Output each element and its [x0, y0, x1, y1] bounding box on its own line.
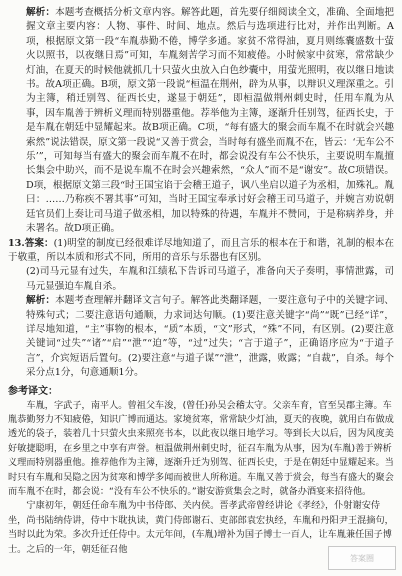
analysis-text: 本题考查概括分析文章内容。解答此题，首先要仔细阅读全文，准确、全面地把握文章主要内容：人物、事件、时间、地点。然后与选项进行比对，并作出判断。A项，根据原文第一段“车胤恭勤不倦，博学多通。家贫不常得油，夏月则练囊盛数十萤火以照书，以夜继日焉”可知，车胤刻苦学习而不知疲倦。小时候家中贫寒，常常缺少灯油，在夏天的时候他就抓几十只萤火虫放入白色纱囊中，用萤光照明，夜以继日地读书。故A项正确。B项，原文第一段说“桓温在荆州，辟为从事，以辩识义理深重之。引为主簿，稍迁别驾、征西长史，遂显于朝廷”，即桓温做荆州刺史时，任用车胤为从事，因车胤善于辨析义理而特别器重他。荐举他为主簿，逐渐升任别驾，征西长史，于是车胤在朝廷中显耀起来。故B项正确。C项，“每有盛大的聚会而车胤不在时就会兴趣索然”说法错误，原文第一段说“又善于赏会，当时每有盛坐而胤不在，皆云：‘无车公不乐’”，可知每当有盛大的聚会而车胤不在时，都会说没有车公不快乐，主要说明车胤擅长集会中助兴，而不是说车胤不在时会兴趣索然，“众人”而不是“谢安”。故C项错误。D项，根据原文第三段“时王国宝谄于会稽王道子，讽八坐启以道子为丞相，加殊礼。胤曰：……乃称疾不署其事”可知，当时王国宝奉承讨好会稽王司马道子，并婉言劝说朝廷官员们上奏让司马道子做丞相，加以特殊的待遇，车胤并不赞同，于是称病养身，并未署名。故D项正确。: [26, 7, 395, 235]
analysis-12: [8, 6, 394, 237]
translation-paragraph-1: 车胤，字武子，南平人。曾祖父车浚，(曾任)孙吴会稽太守。父亲车育，官至吴郡主簿。车胤恭勤努力不知疲倦，知识广博而通达。家境贫寒，常常缺少灯油，夏天的夜晚，就用白布做成透光的袋子，装着几十只萤火虫来照亮书本，以此夜以继日地学习。等到长大以后，因为风度美好敏捷聪明，在乡里之中享有声誉。桓温做荆州刺史时，征召车胤为从事，因为(车胤)善于辨析义理而特别器重他。推荐他作为主簿，逐渐升迁为别驾、征西长史，于是在朝廷中显耀起来。当时只有车胤和吴隐之因为贫寒和博学多闻而被世人所称道。车胤又善于赏会，每当有盛大的聚会而车胤不在时，都会说：“没有车公不快乐的。”谢安游赏集会之时，就备办酒宴来招待他。: [8, 399, 394, 497]
question-number: 13.: [8, 237, 25, 249]
translation-paragraph-2: 宁康初年，朝廷任命车胤为中书侍郎、关内侯。晋孝武帝曾经讲论《孝经》，仆射谢安侍坐，尚书陆纳侍讲，侍中卞耽执读，黄门侍郎谢石、吏部郎袁宏执经，车胤和丹阳尹王混摘句，当时以此为荣。多次升迁任侍中。太元年间，(车胤)增补为国子博士一百人，让车胤兼任国子博士。之后的一年，朝廷征召他: [8, 500, 394, 555]
translation-heading: 参考译文：: [8, 385, 58, 397]
analysis-13-text: 本题考查理解并翻译文言句子。解答此类翻译题，一要注意句子中的关键字词、特殊句式；二要注意语句通顺，力求词达句顺。(1)要注意关键字“尚”“既”已经“详”，详尽地知道，“主”事物的根本，“质”本质，“文”形式，“殊”不同，有区别。(2)要注意关键词“过失”“诸”“启”“泄”“迫”等，“过”过失；“言于道子”，正确语序应为“于道子言”，介宾短语后置句。(2)要注意“与道子谋”“泄”，泄露，败露；“自裁”，自杀。每个采分点1分，句意通顺1分。: [26, 295, 395, 379]
watermark-text: 答案圈: [350, 553, 374, 563]
analysis-13-label: 解析：: [26, 295, 56, 307]
analysis-label: 解析：: [26, 7, 56, 18]
answer-2: (2)司马元显有过失，车胤和江绩私下告诉司马道子，准备向天子奏明，事情泄露，司马元显强迫车胤自杀。: [26, 266, 394, 292]
answer-1: (1)明堂的制度已经很难详尽地知道了，而且言乐的根本在于和谐，礼制的根本在于敬重，所以本质和形式不同，所用的音乐与乐器也有区别。: [8, 237, 394, 263]
answer-2-block: [8, 265, 394, 294]
answer-label: 答案：: [24, 237, 54, 249]
question-13: [8, 237, 394, 266]
watermark-logo: [328, 546, 396, 570]
analysis-13: [8, 294, 394, 380]
